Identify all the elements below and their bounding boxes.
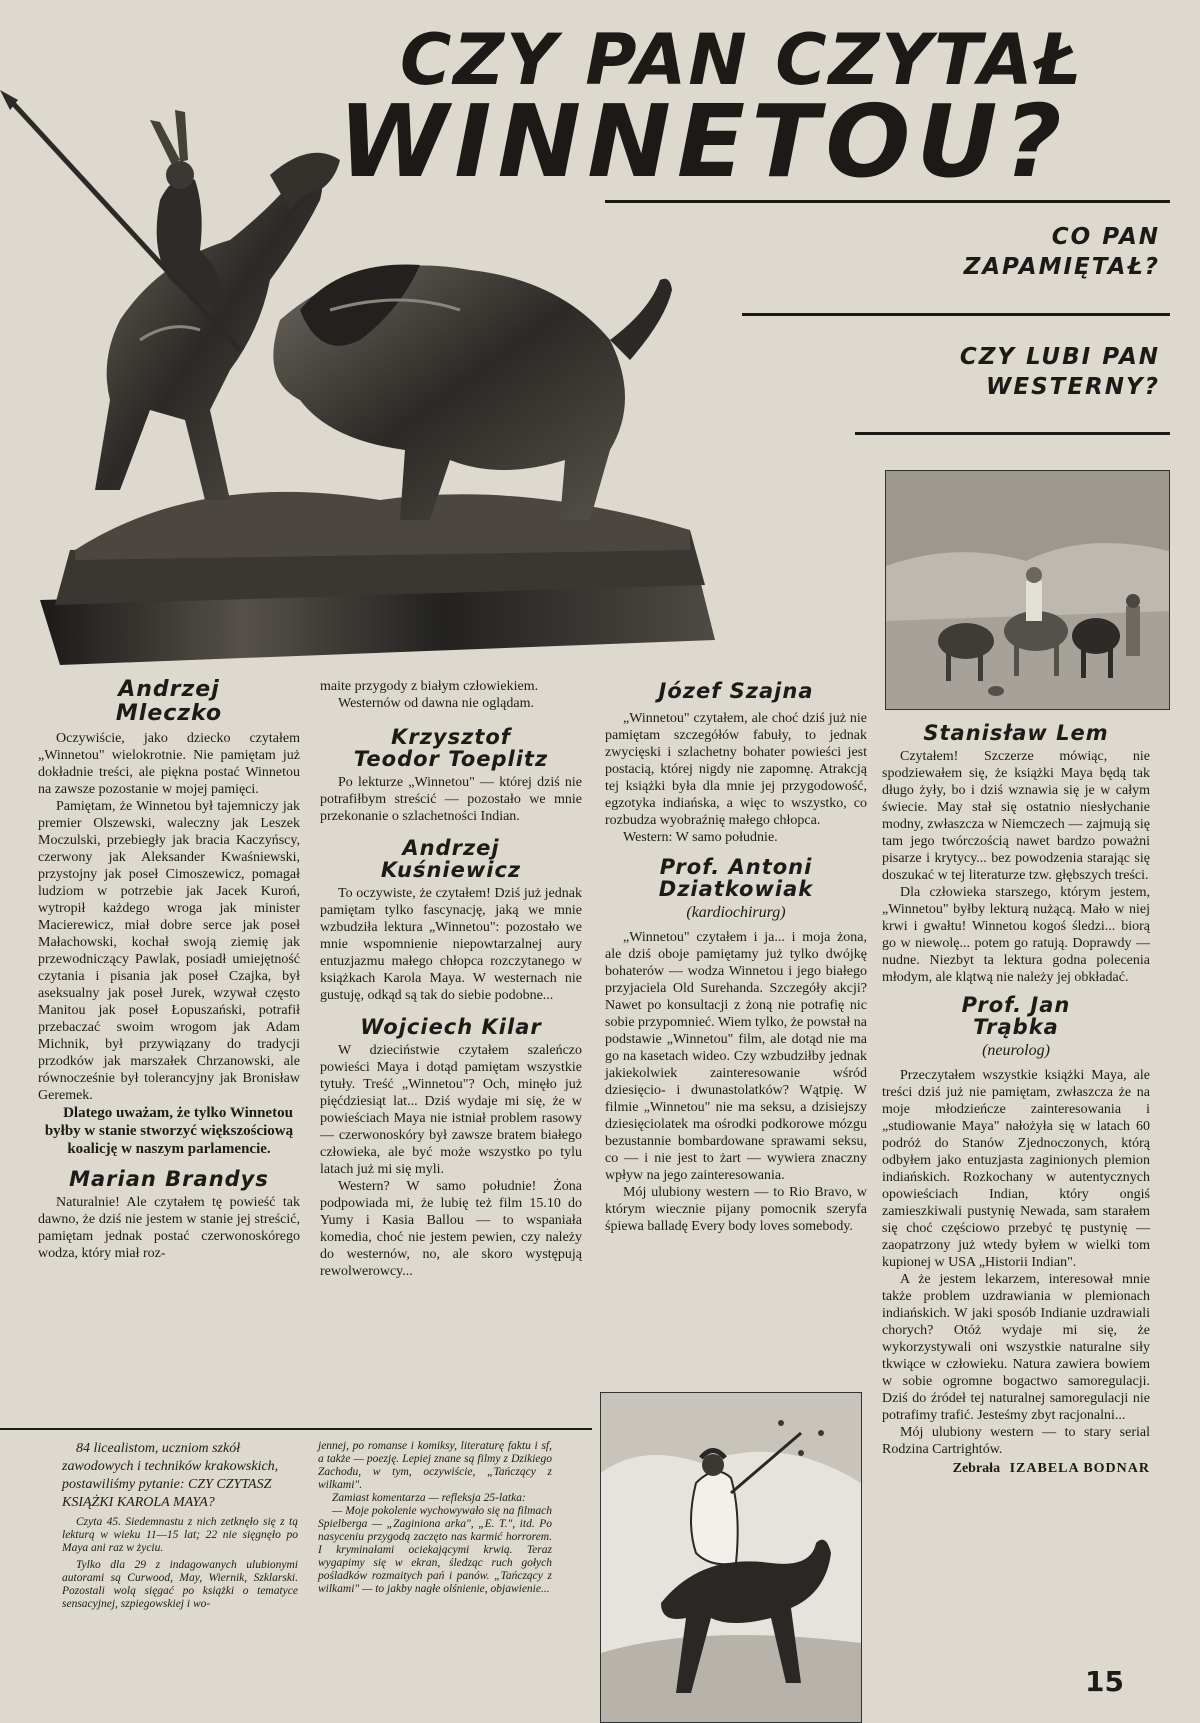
toeplitz-p1: Po lekturze „Winnetou" — której dziś nie potrafiłbym streścić — pozostało we mnie przekonanie o szlachetności Indian. xyxy=(320,775,582,824)
question-2 xyxy=(860,222,1160,282)
title-line2: WINNETOU? xyxy=(338,83,1068,200)
author-kusniewicz-line1: Andrzej xyxy=(402,836,500,860)
header-rule-2 xyxy=(742,313,1170,316)
column-4 xyxy=(882,722,1150,1477)
brandys-p2: maite przygody z białym człowiekiem. xyxy=(320,679,539,694)
dziatkowiak-p1: „Winnetou" czytałem i ja... i moja żona, ale dziś oboje pamiętamy już tylko dwójkę bohaterów — wodza Winnetou i jego białego przyjaciela Old Surehanda. Szczegóły akcji? Nawet po konsultacji z żoną nie potrafię nic sobie przypomnieć. Wiem tylko, że powstał na podstawie „Winnetou" film, ale dotąd nie ma go na kasetach wideo. Czy wzbudziłby jednak jakiekolwiek zainteresowanie wśród dziesięcio- i dwunastolatków? Wątpię. W filmie „Winnetou" nie ma seksu, a dzisiejszy dziesięciolatek ma ośrodki podkorowe mózgu bezustannie bombardowane sprawami seksu, co — i nie jest to żart — wywiera znaczny wpływ na jego zainteresowania. xyxy=(605,930,868,1183)
author-toeplitz-line2: Teodor Toeplitz xyxy=(353,747,549,771)
brandys-p1: Naturalnie! Ale czytałem tę powieść tak dawno, że dziś nie jestem w stanie jej streścić, pamiętam jednak postać czerwonoskórego wodza, który miał roz- xyxy=(38,1195,300,1261)
author-trabka xyxy=(882,994,1150,1038)
box-a1: 84 licealistom, uczniom szkół zawodowych i techników krakowskich, postawiliśmy pytanie: CZY CZYTASZ KSIĄŻKI KAROLA MAYA? xyxy=(62,1441,279,1510)
author-toeplitz-line1: Krzysztof xyxy=(391,725,511,749)
author-lem: Stanisław Lem xyxy=(923,721,1109,745)
column-1 xyxy=(38,678,300,1262)
kilar-p2: Western? W samo południe! Żona podpowiada mi, że lubię też film 15.10 do Yumy i Kasia Ballou — to wspaniała komedia, choć nie jestem pewien, czy należy do westernów, no, ale skoro występują rewolwerowcy... xyxy=(320,1179,582,1279)
sculpture-image xyxy=(0,80,730,670)
title-line1: CZY PAN CZYTAŁ xyxy=(400,19,1083,101)
author-kilar: Wojciech Kilar xyxy=(360,1015,542,1039)
box-top-rule xyxy=(0,1428,592,1430)
rider-drawing-svg xyxy=(601,1393,861,1722)
mleczko-p1: Oczywiście, jako dziecko czytałem „Winnetou" wielokrotnie. Nie pamiętam już dokładnie treści, ale piękna postać Winnetou na zawsze pozostanie w mojej pamięci. xyxy=(38,731,300,797)
box-b3: — Moje pokolenie wychowywało się na filmach Spielberga — „Zaginiona arka", „E. T.", itd. Po nasyceniu przygodą zaczęto nas karmić horrorem. I kryminałami ociekającymi krwią. Teraz wygapimy się w ekran, śledząc ruch gołych pośladków rozmaitych pań i panów. „Tańczący z wilkami" — to jakby nagłe olśnienie, objawienie... xyxy=(318,1505,552,1595)
credit-name: IZABELA BODNAR xyxy=(1009,1461,1150,1476)
role-kardiochirurg: (kardiochirurg) xyxy=(686,904,786,921)
author-trabka-line1: Prof. Jan xyxy=(961,993,1071,1017)
author-mleczko xyxy=(38,678,300,726)
author-kusniewicz-line2: Kuśniewicz xyxy=(380,858,522,882)
author-brandys: Marian Brandys xyxy=(69,1167,269,1191)
column-3 xyxy=(605,680,867,1235)
author-trabka-line2: Trąbka xyxy=(973,1015,1059,1039)
box-column-b xyxy=(318,1440,552,1596)
credit-label: Zebrała xyxy=(952,1461,1001,1476)
kilar-p1: W dzieciństwie czytałem szaleńczo powieści Maya i dotąd pamiętam wszystkie tytuły. Treść „Winnetou"? Och, minęło już pięćdziesiąt lat... Dziś wydaje mi się, że w powieściach Maya nie istniał problem rasowy — czerwonoskóry był zawsze bratem białego człowieka, ale być może wszystko po tylu latach już mi się myli. xyxy=(320,1043,582,1177)
box-a2: Czyta 45. Siedemnastu z nich zetknęło się z tą lekturą w wieku 11—15 lat; 22 nie sięgnęło po Maya ani raz w życiu. xyxy=(62,1516,298,1554)
author-dziatkowiak-line1: Prof. Antoni xyxy=(659,855,813,879)
mleczko-bold: Dlatego uważam, że tylko Winnetou byłby w stanie stworzyć większościową koalicję w naszym parlamencie. xyxy=(44,1105,294,1157)
author-dziatkowiak-line2: Dziatkowiak xyxy=(658,877,814,901)
box-b1: jennej, po romanse i komiksy, literaturę faktu i sf, a także — poezję. Lepiej znane są filmy z Dzikiego Zachodu, w tym, oczywiście, „Tańczący z wilkami". xyxy=(318,1440,552,1491)
role-neurolog: (neurolog) xyxy=(982,1042,1050,1059)
question-3-line1: CZY LUBI PAN xyxy=(959,344,1160,370)
question-2-line1: CO PAN xyxy=(1051,224,1160,250)
kusniewicz-p1: To oczywiste, że czytałem! Dziś już jednak pamiętam tylko fascynację, jaką we mnie wzbudziła lektura „Winnetou": pozostało we mnie wspomnienie niepowtarzalnej aury entuzjazmu małego chłopca rozczytanego w książkach Karola Maya. W westernach nie gustuję, odkąd są tak do siebie podobne... xyxy=(320,886,582,1003)
szajna-p2: Western: W samo południe. xyxy=(623,830,778,845)
author-mleczko-line2: Mleczko xyxy=(115,701,223,726)
author-szajna: Józef Szajna xyxy=(658,679,814,703)
question-3 xyxy=(860,342,1160,402)
header-rule-3 xyxy=(855,432,1170,435)
cowboys-painting xyxy=(885,470,1170,710)
author-toeplitz xyxy=(320,726,582,770)
box-a3: Tylko dla 29 z indagowanych ulubionymi autorami są Curwood, May, Wiernik, Szklarski. Pozostali wolą sięgać po książki o tematyce sensacyjnej, szpiegowskiej i wo- xyxy=(62,1559,298,1610)
box-b2: Zamiast komentarza — refleksja 25-latka: xyxy=(332,1492,526,1504)
credit xyxy=(882,1460,1150,1477)
szajna-p1: „Winnetou" czytałem, ale choć dziś już nie pamiętam szczegółów fabuły, to jednak zwycięski i szlachetny bohater powieści jest postacią, której nigdy nie zapomnę. Atrakcją tej książki była dla mnie jej przygodowość, egzotyka indiańska, a więc to wszystko, co rozbudza wyobraźnię małego chłopca. xyxy=(605,711,867,828)
trabka-p2: A że jestem lekarzem, interesował mnie także problem uzdrawiania w plemionach indiańskich. W jaki sposób Indianie uzdrawiali chorych? Otóż wydaje mi się, że wykorzystywali oni wszystkie naturalne siły tkwiące w człowieku. Natura zawiera bowiem w sobie ogromne bogactwo samoregulacji. Dziś do źródeł tej naturalnej samoregulacji nie potrafimy trafić. Jesteśmy zbyt racjonalni... xyxy=(882,1272,1150,1423)
mleczko-p2: Pamiętam, że Winnetou był tajemniczy jak premier Olszewski, waleczny jak Leszek Moczulski, przebiegły jak bracia Kaczyńscy, czerwony jak Aleksander Kwaśniewski, przystojny jak poseł Cimoszewicz, pomagał ludziom w potrzebie jak Jacek Kuroń, wytropił każdego wroga jak minister Macierewicz, miał dobre serce jak poseł Małachowski, kochał swoją ziemię jak przewodniczący Pawlak, posiadł umiejętność czytania i pisania jak poseł Czajka, był aseksualny jak poseł Jurek, wzywał często Manitou jak poseł Łopuszański, potrafił przebaczać swoim wrogom jak Adam Michnik, był przywiązany do tradycji przodków jak marszałek Chrzanowski, ale równocześnie był tolerancyjny jak Bronisław Geremek. xyxy=(38,799,300,1103)
lem-p1: Czytałem! Szczerze mówiąc, nie spodziewałem się, że książki Maya będą tak długo żyły, bo i dziś wznawia się je w całym świecie. May stał się ostatnio niesłychanie modny, zwłaszcza w Niemczech — zajmują się tam jego twórczością nawet bardzo poważni pisarze i krytycy... bez powodzenia starając się doszukać w tej literaturze tzw. głębszych treści. xyxy=(882,749,1150,883)
brandys-p3: Westernów od dawna nie oglądam. xyxy=(338,696,534,711)
author-kusniewicz xyxy=(320,837,582,881)
question-2-line2: ZAPAMIĘTAŁ? xyxy=(963,254,1160,280)
question-3-line2: WESTERNY? xyxy=(985,374,1160,400)
page-number: 15 xyxy=(1085,1665,1124,1698)
dziatkowiak-p2: Mój ulubiony western — to Rio Bravo, w którym wiecznie pijany pomocnik szeryfa śpiewa balladę Every body loves somebody. xyxy=(605,1185,867,1234)
column-2 xyxy=(320,678,582,1280)
box-column-a xyxy=(62,1440,298,1611)
cowboys-painting-svg xyxy=(886,471,1169,709)
author-dziatkowiak xyxy=(605,856,867,900)
rider-drawing xyxy=(600,1392,862,1723)
trabka-p1: Przeczytałem wszystkie książki Maya, ale treści dziś już nie pamiętam, zwłaszcza że na moje młodzieńcze zainteresowania i „studiowanie Maya" nałożyła się w latach 60 podróż do Stanów Zjednoczonych, którą odbyłem jako entuzjasta zaginionych plemion indiańskich. Rozkochany w autentycznych opowieściach Indian, który ongiś zamieszkiwali pustynię Newada, sam starałem się choć częściowo przebyć tę pustynię — zaopatrzony już wtedy byłem w wielki tom kupionej w USA „Historii Indian". xyxy=(882,1068,1150,1270)
author-mleczko-line1: Andrzej xyxy=(118,677,220,702)
trabka-p3: Mój ulubiony western — to stary serial Rodzina Cartrightów. xyxy=(882,1425,1150,1457)
lem-p2: Dla człowieka starszego, którym jestem, „Winnetou" byłby lekturą nużącą. Mało w niej krwi i gwałtu! Winnetou kogoś śledzi... biorą go w niewolę... potem go ratują. Doprawdy — nudne. Niezbyt ta lektura godna polecenia młodym, ale klątwą nie należy jej obkładać. xyxy=(882,885,1150,985)
